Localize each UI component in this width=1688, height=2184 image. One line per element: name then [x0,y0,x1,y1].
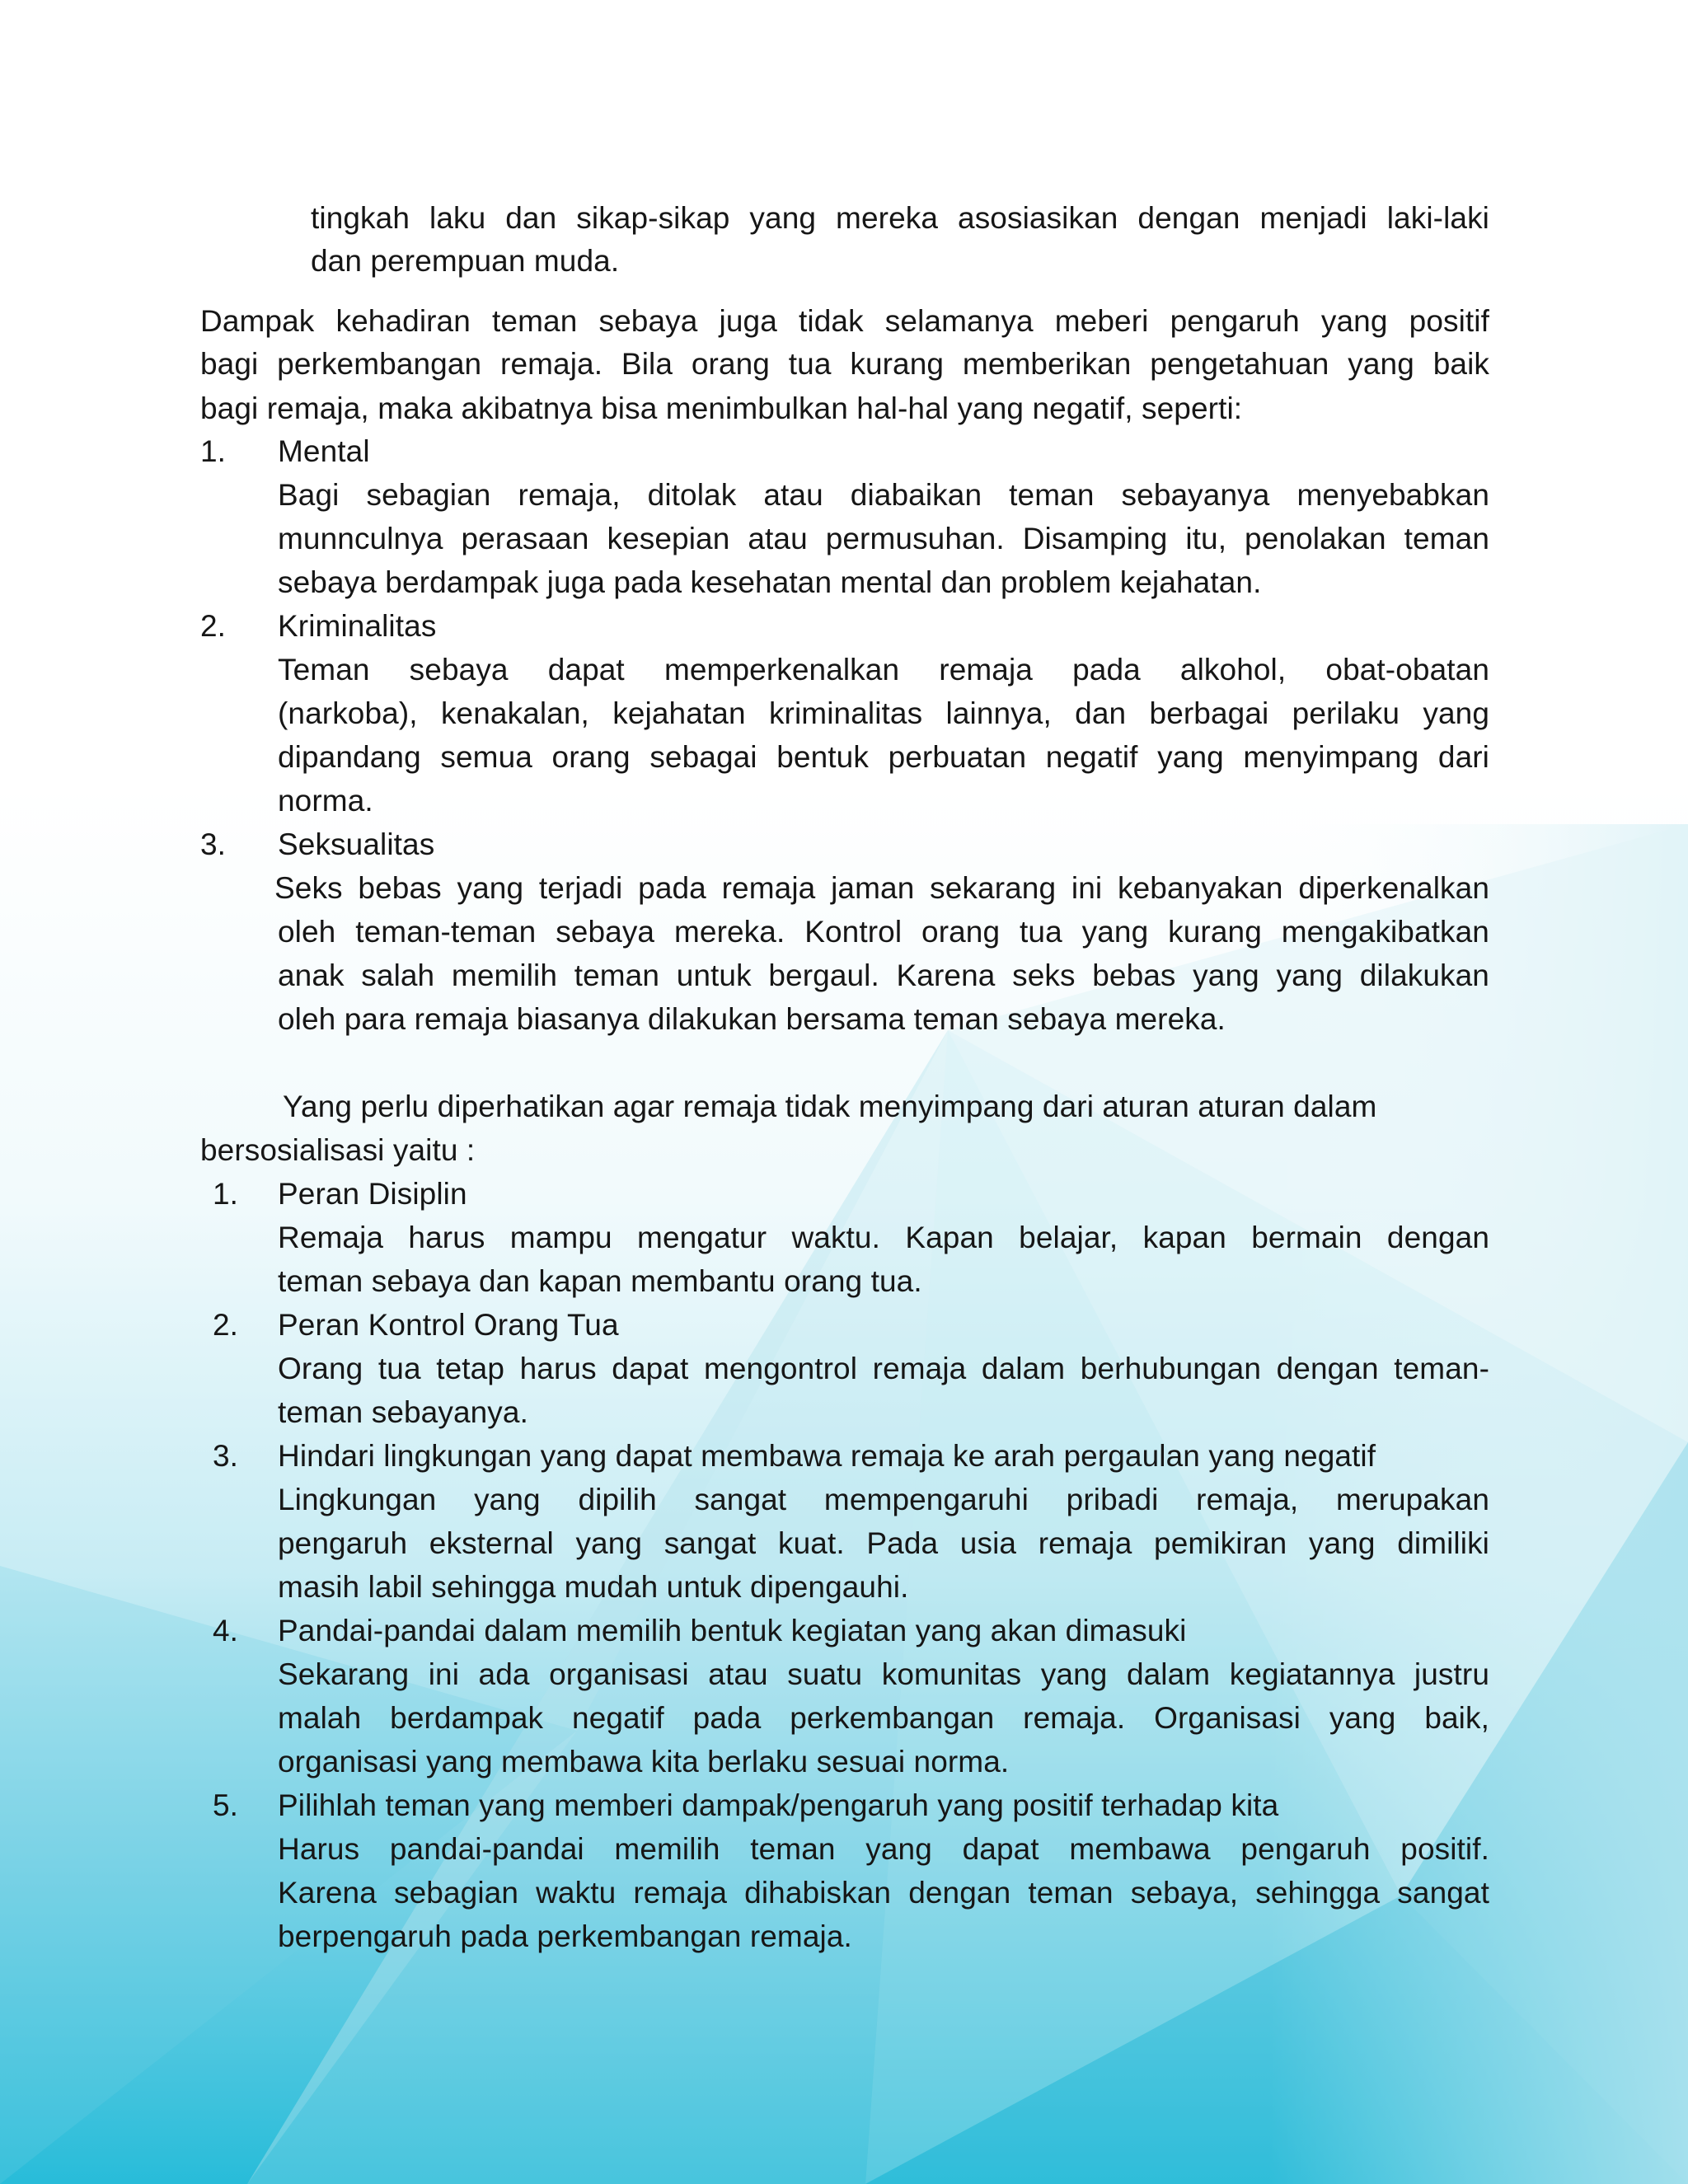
paragraph-2-line-1: Yang perlu diperhatikan agar remaja tidak menyimpang dari aturan aturan dalam [283,1090,1377,1123]
list-item-body-line: norma. [278,784,373,818]
list-number: 3. [213,1439,238,1473]
list-item-body-line: organisasi yang membawa kita berlaku sesuai norma. [278,1745,1010,1779]
list-item-body-line: Karena sebagian waktu remaja dihabiskan dengan teman sebaya, sehingga sangat [278,1876,1489,1910]
list-number: 2. [200,609,226,643]
list-item-body-line: pengaruh eksternal yang sangat kuat. Pada usia remaja pemikiran yang dimiliki [278,1526,1489,1560]
list-item-body-line: anak salah memilih teman untuk bergaul. Karena seks bebas yang yang dilakukan [278,958,1489,992]
list-item-body-line: teman sebaya dan kapan membantu orang tua. [278,1264,922,1298]
list-item-body-line: masih labil sehingga mudah untuk dipengauhi. [278,1570,909,1604]
list-item-body-line: Bagi sebagian remaja, ditolak atau diabaikan teman sebayanya menyebabkan [278,478,1489,512]
list-item-body-line: Lingkungan yang dipilih sangat mempengaruhi pribadi remaja, merupakan [278,1483,1489,1516]
list-number: 2. [213,1308,238,1342]
list-number: 1. [213,1177,238,1211]
list-item-body-line: Remaja harus mampu mengatur waktu. Kapan belajar, kapan bermain dengan [278,1221,1489,1254]
list-item-body-line: oleh teman-teman sebaya mereka. Kontrol orang tua yang kurang mengakibatkan [278,915,1489,949]
list-item-body-line: teman sebayanya. [278,1395,528,1429]
list-item-body-line: Teman sebaya dapat memperkenalkan remaja pada alkohol, obat-obatan [278,653,1489,687]
list-item-body-line: malah berdampak negatif pada perkembangan remaja. Organisasi yang baik, [278,1701,1489,1735]
list-item-body-line: oleh para remaja biasanya dilakukan bersama teman sebaya mereka. [278,1002,1226,1036]
list-item-body-line: Sekarang ini ada organisasi atau suatu komunitas yang dalam kegiatannya justru [278,1657,1489,1691]
list-number: 1. [200,434,226,468]
paragraph-1-line-3: bagi remaja, maka akibatnya bisa menimbulkan hal-hal yang negatif, seperti: [200,391,1243,425]
list-item-body-line: munnculnya perasaan kesepian atau permusuhan. Disamping itu, penolakan teman [278,522,1489,555]
list-item-title-mental: Mental [278,434,370,468]
list-item-body-line: sebaya berdampak juga pada kesehatan mental dan problem kejahatan. [278,565,1262,599]
intro-continuation-line-2: dan perempuan muda. [311,244,620,278]
list-item-title-kriminalitas: Kriminalitas [278,609,437,643]
list-item-body-line: (narkoba), kenakalan, kejahatan kriminalitas lainnya, dan berbagai perilaku yang [278,696,1489,730]
list-item-body-line: dipandang semua orang sebagai bentuk perbuatan negatif yang menyimpang dari [278,740,1489,774]
list-item-title-peran-disiplin: Peran Disiplin [278,1177,467,1211]
intro-continuation-line-1: tingkah laku dan sikap-sikap yang mereka asosiasikan dengan menjadi laki-laki [311,201,1489,235]
list-item-body-line: Seks bebas yang terjadi pada remaja jaman sekarang ini kebanyakan diperkenalkan [274,871,1489,905]
list-item-title-pilihlah-teman: Pilihlah teman yang memberi dampak/pengaruh yang positif terhadap kita [278,1788,1279,1822]
list-item-title-seksualitas: Seksualitas [278,827,435,861]
list-item-title-peran-kontrol: Peran Kontrol Orang Tua [278,1308,619,1342]
list-number: 5. [213,1788,238,1822]
list-number: 4. [213,1614,238,1647]
list-item-title-hindari-lingkungan: Hindari lingkungan yang dapat membawa remaja ke arah pergaulan yang negatif [278,1439,1376,1473]
list-item-body-line: Orang tua tetap harus dapat mengontrol remaja dalam berhubungan dengan teman- [278,1352,1489,1385]
paragraph-1-line-1: Dampak kehadiran teman sebaya juga tidak selamanya meberi pengaruh yang positif [200,304,1489,338]
paragraph-2-line-2: bersosialisasi yaitu : [200,1133,476,1167]
list-item-body-line: berpengaruh pada perkembangan remaja. [278,1919,852,1953]
list-number: 3. [200,827,226,861]
paragraph-1-line-2: bagi perkembangan remaja. Bila orang tua kurang memberikan pengetahuan yang baik [200,347,1489,381]
list-item-title-pandai-memilih-kegiatan: Pandai-pandai dalam memilih bentuk kegiatan yang akan dimasuki [278,1614,1187,1647]
list-item-body-line: Harus pandai-pandai memilih teman yang dapat membawa pengaruh positif. [278,1832,1489,1866]
